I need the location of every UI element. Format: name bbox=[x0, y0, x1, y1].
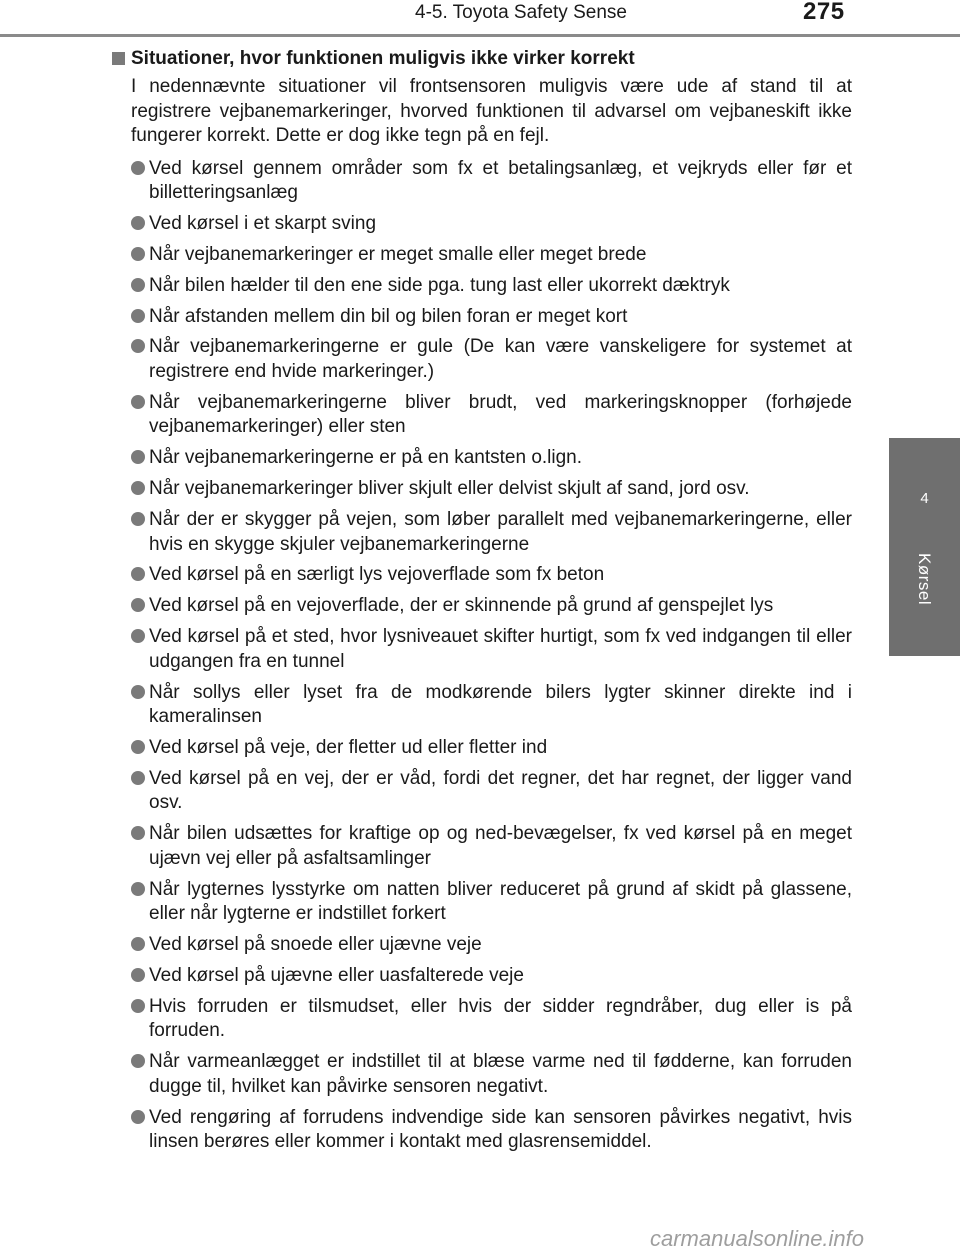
list-item-text: Når der er skygger på vejen, som løber parallelt med vejbanemarkeringerne, eller hvis en skygge skjuler vejbanemarkeringerne bbox=[149, 509, 852, 555]
list-item-text: Ved kørsel på en vej, der er våd, fordi det regner, det har regnet, der ligger vand osv. bbox=[149, 767, 852, 814]
list-item bbox=[112, 995, 852, 1044]
bullet-dot-icon bbox=[131, 309, 145, 323]
bullet-dot-icon bbox=[131, 685, 145, 699]
list-item-text: Når vejbanemarkeringer bliver skjult eller delvist skjult af sand, jord osv. bbox=[149, 478, 750, 500]
list-item-text: Når sollys eller lyset fra de modkørende bilers lygter skinner direkte ind i kameralinsen bbox=[149, 681, 852, 728]
list-item-text: Når vejbanemarkeringerne bliver brudt, ved markeringsknopper (forhøjede vejbanemarkeringer) eller sten bbox=[149, 391, 852, 438]
bullet-dot-icon bbox=[131, 826, 145, 840]
watermark: carmanualsonline.info bbox=[650, 1226, 865, 1251]
list-item-text: Ved rengøring af forrudens indvendige side kan sensoren påvirkes negativt, hvis linsen berøres eller kommer i kontakt med glasrensemiddel. bbox=[149, 1106, 852, 1153]
list-item bbox=[112, 243, 852, 268]
list-item-text: Når vejbanemarkeringer er meget smalle eller meget brede bbox=[149, 243, 647, 265]
list-item-text: Ved kørsel i et skarpt sving bbox=[149, 212, 377, 234]
bullet-dot-icon bbox=[131, 937, 145, 951]
situation-list bbox=[112, 157, 852, 1155]
list-item-text: Når vejbanemarkeringerne er gule (De kan være vanskeligere for systemet at registrere end hvide markeringer.) bbox=[149, 336, 852, 382]
list-item bbox=[112, 508, 852, 557]
square-bullet-icon bbox=[112, 52, 125, 65]
list-item bbox=[112, 563, 852, 588]
section-heading-text: Situationer, hvor funktionen muligvis ikke virker korrekt bbox=[131, 48, 635, 69]
list-item bbox=[112, 446, 852, 471]
list-item-text: Når varmeanlægget er indstillet til at blæse varme ned til fødderne, kan forruden dugge til, hvilket kan påvirke sensoren negativt. bbox=[149, 1051, 852, 1097]
bullet-dot-icon bbox=[131, 567, 145, 581]
list-item bbox=[112, 212, 852, 237]
list-item bbox=[112, 822, 852, 871]
bullet-dot-icon bbox=[131, 771, 145, 785]
bullet-dot-icon bbox=[131, 278, 145, 292]
list-item bbox=[112, 964, 852, 989]
bullet-dot-icon bbox=[131, 999, 145, 1013]
list-item-text: Når bilen udsættes for kraftige op og ned-bevægelser, fx ved kørsel på en meget ujævn vej eller på asfaltsamlinger bbox=[149, 823, 852, 869]
bullet-dot-icon bbox=[131, 1110, 145, 1124]
list-item-text: Når afstanden mellem din bil og bilen foran er meget kort bbox=[149, 305, 628, 327]
bullet-dot-icon bbox=[131, 882, 145, 896]
list-item bbox=[112, 878, 852, 927]
list-item-text: Hvis forruden er tilsmudset, eller hvis der sidder regndråber, dug eller is på forruden. bbox=[149, 995, 852, 1042]
chapter-number: 4 bbox=[920, 490, 929, 507]
chapter-side-tab bbox=[889, 438, 960, 656]
bullet-dot-icon bbox=[131, 1054, 145, 1068]
bullet-dot-icon bbox=[131, 216, 145, 230]
list-item bbox=[112, 625, 852, 674]
list-item-text: Ved kørsel på veje, der fletter ud eller fletter ind bbox=[149, 736, 548, 758]
bullet-dot-icon bbox=[131, 247, 145, 261]
list-item bbox=[112, 335, 852, 384]
list-item bbox=[112, 933, 852, 958]
chapter-label: Kørsel bbox=[915, 553, 934, 606]
list-item-text: Når lygternes lysstyrke om natten bliver reduceret på grund af skidt på glassene, eller når lygterne er indstillet forkert bbox=[149, 878, 852, 925]
bullet-dot-icon bbox=[131, 481, 145, 495]
list-item bbox=[112, 157, 852, 206]
list-item-text: Ved kørsel på et sted, hvor lysniveauet skifter hurtigt, som fx ved indgangen til eller udgangen fra en tunnel bbox=[149, 626, 852, 672]
list-item bbox=[112, 477, 852, 502]
bullet-dot-icon bbox=[131, 395, 145, 409]
list-item bbox=[112, 767, 852, 816]
header-section-title: 4-5. Toyota Safety Sense bbox=[415, 2, 627, 23]
bullet-dot-icon bbox=[131, 512, 145, 526]
list-item bbox=[112, 274, 852, 299]
list-item bbox=[112, 736, 852, 761]
list-item bbox=[112, 305, 852, 330]
list-item-text: Når vejbanemarkeringerne er på en kantsten o.lign. bbox=[149, 447, 583, 469]
list-item bbox=[112, 681, 852, 730]
list-item-text: Ved kørsel på en særligt lys vejoverflade som fx beton bbox=[149, 564, 605, 586]
list-item bbox=[112, 391, 852, 440]
bullet-dot-icon bbox=[131, 339, 145, 353]
list-item bbox=[112, 1106, 852, 1155]
bullet-dot-icon bbox=[131, 629, 145, 643]
list-item-text: Når bilen hælder til den ene side pga. tung last eller ukorrekt dæktryk bbox=[149, 274, 730, 296]
bullet-dot-icon bbox=[131, 968, 145, 982]
list-item-text: Ved kørsel på ujævne eller uasfalterede veje bbox=[149, 964, 524, 986]
page-number: 275 bbox=[803, 0, 845, 25]
list-item-text: Ved kørsel på snoede eller ujævne veje bbox=[149, 934, 482, 956]
list-item-text: Ved kørsel gennem områder som fx et betalingsanlæg, et vejkryds eller før et billetteringsanlæg bbox=[149, 157, 852, 203]
bullet-dot-icon bbox=[131, 598, 145, 612]
header-rule bbox=[0, 34, 960, 37]
section-intro: I nedennævnte situationer vil frontsensoren muligvis være ude af stand til at registrere vejbanemarkeringer, hvorved funktionen til advarsel om vejbaneskift ikke fungerer korrekt. Dette er dog ikke tegn på en fejl. bbox=[131, 76, 852, 146]
page-content bbox=[112, 46, 852, 1161]
bullet-dot-icon bbox=[131, 740, 145, 754]
bullet-dot-icon bbox=[131, 450, 145, 464]
list-item bbox=[112, 594, 852, 619]
bullet-dot-icon bbox=[131, 161, 145, 175]
list-item bbox=[112, 1050, 852, 1099]
list-item-text: Ved kørsel på en vejoverflade, der er skinnende på grund af genspejlet lys bbox=[149, 595, 774, 617]
section-heading bbox=[112, 46, 852, 72]
